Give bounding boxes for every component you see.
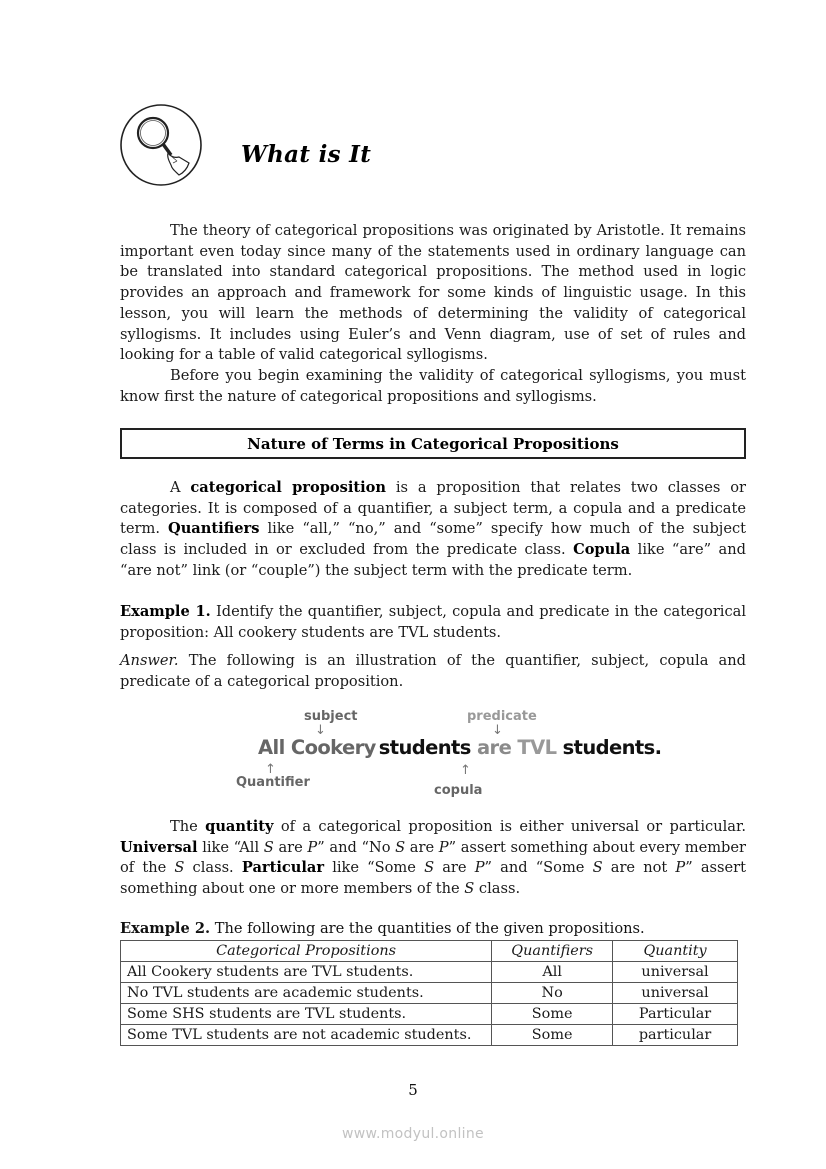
subject-word: Cookery [290,736,376,759]
quantifier-cell: All [492,962,613,983]
quantities-table [120,940,738,1046]
example-1-label: Example 1. [120,603,211,620]
column-header: Quantifiers [492,941,613,962]
up-arrow-icon: ↑ [460,763,471,778]
watermark: www.modyul.online [342,1126,484,1142]
column-header: Categorical Propositions [121,941,492,962]
magnifying-glass-hand-icon [119,103,203,187]
table-row [121,962,738,983]
page-number: 5 [408,1081,418,1099]
intro-paragraph: The theory of categorical propositions was originated by Aristotle. It remains important even today since many of the statements used in ordinary language can be translated into standard categorical propositions. The method used in logic provides an approach and framework for some kinds of linguistic usage. In this lesson, you will learn the methods of determining the validity of categorical syllogisms. It includes using Euler’s and Venn diagram, use of set of rules and looking for a table of valid categorical syllogisms. Before you begin examining the validity of categorical syllogisms, you must know first the nature of categorical propositions and syllogisms. [120,222,746,405]
example-1-answer: Answer. The following is an illustration of the quantifier, subject, copula and predicate of a categorical proposition. [120,652,746,690]
predicate-label: predicate [467,709,537,724]
copula-label: copula [434,783,483,798]
quantity-cell: universal [613,962,738,983]
answer-label: Answer. [120,652,179,669]
predicate-word: TVL [517,736,557,759]
subject-label: subject [304,709,358,724]
quantifier-cell: Some [492,1004,613,1025]
table-row [121,1004,738,1025]
definition-paragraph: A categorical proposition is a proposition that relates two classes or categories. It is composed of a quantifier, a subject term, a copula and a predicate term. Quantifiers like “all,” “no,” and “some” specify how much of the subject class is included in or excluded from the predicate class. Copula like “are” and “are not” link (or “couple”) the subject term with the predicate term. [120,479,746,579]
quantity-cell: universal [613,983,738,1004]
table-row [121,983,738,1004]
quantity-cell: particular [613,1025,738,1046]
quantity-paragraph: The quantity of a categorical proposition is either universal or particular. Universal like “All S are P” and “No S are P” assert something about every member of the S class. Particular like “Some S are P” and “Some S are not P” assert something about one or more members of the S class. [120,818,747,898]
down-arrow-icon: ↓ [492,723,503,738]
quantifier-cell: Some [492,1025,613,1046]
down-arrow-icon: ↓ [315,723,326,738]
table-header-row [121,941,738,962]
example-2: Example 2. The following are the quantities of the given propositions. [120,920,645,937]
term-copula: Copula [573,541,631,559]
table-row [121,1025,738,1046]
column-header: Quantity [613,941,738,962]
quantifier-word: All [258,736,285,759]
term-quantifiers: Quantifiers [167,520,260,538]
proposition-cell: Some TVL students are not academic students. [121,1025,492,1046]
quantifier-cell: No [492,983,613,1004]
quantifier-label: Quantifier [236,775,310,790]
up-arrow-icon: ↑ [265,762,276,777]
example-2-label: Example 2. [120,920,211,937]
proposition-cell: All Cookery students are TVL students. [121,962,492,983]
proposition-illustration [225,700,662,805]
example-1: Example 1. Identify the quantifier, subject, copula and predicate in the categorical proposition: All cookery students are TVL students. [120,603,747,641]
quantity-cell: Particular [613,1004,738,1025]
copula-word: are [477,736,512,759]
term-particular: Particular [241,859,325,877]
term-universal: Universal [120,838,198,856]
proposition-cell: No TVL students are academic students. [121,983,492,1004]
term-quantity: quantity [205,818,274,835]
page-title: What is It [241,141,372,168]
section-heading: Nature of Terms in Categorical Propositions [120,428,746,459]
term-categorical-proposition: categorical proposition [190,479,387,496]
illustrated-proposition: All Cookery students are TVL students. [258,736,662,759]
proposition-cell: Some SHS students are TVL students. [121,1004,492,1025]
